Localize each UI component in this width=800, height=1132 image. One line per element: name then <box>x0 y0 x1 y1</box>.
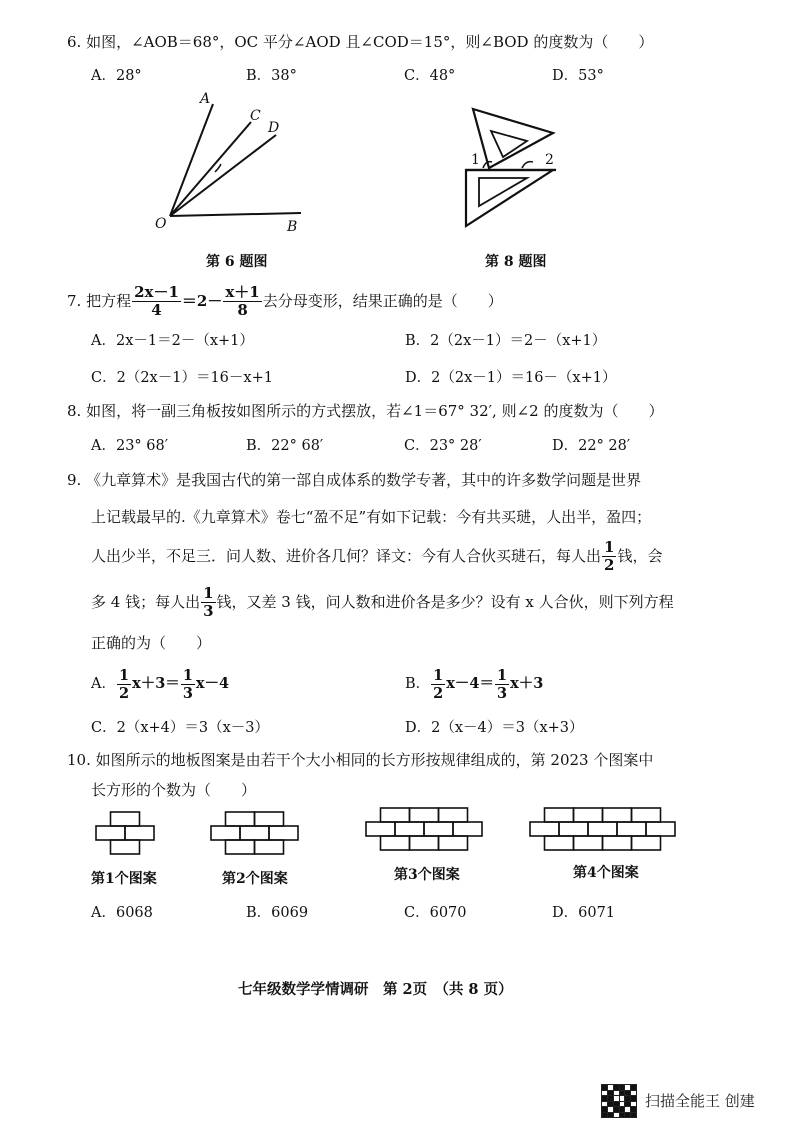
q8-stem: 8. 如图，将一副三角板按如图所示的方式摆放，若∠1＝67° 32′, 则∠2 的度数为（ ） <box>67 402 664 420</box>
brick-rectangle <box>439 808 468 822</box>
q7-option-c: C．2（2x－1）＝16－x+1 <box>91 370 273 386</box>
brick-rectangle <box>125 826 154 840</box>
brick-rectangle <box>424 822 453 836</box>
q9-line-5: 正确的为（ ） <box>91 634 212 652</box>
q7-option-a: A．2x－1＝2－（x+1） <box>91 333 254 349</box>
brick-rectangle <box>96 826 125 840</box>
brick-rectangle <box>603 808 632 822</box>
brick-rectangle <box>226 812 255 826</box>
brick-rectangle <box>574 808 603 822</box>
q6-stem: 6. 如图，∠AOB＝68°，OC 平分∠AOD 且∠COD＝15°，则∠BOD 的度数为（ ） <box>67 33 654 51</box>
brick-rectangle <box>240 826 269 840</box>
q9-line4-denominator: 3 <box>203 601 214 620</box>
q9-option-b-end: x＋3 <box>510 675 544 692</box>
q7-frac2-denominator: 8 <box>237 300 248 319</box>
q6-option-c: C．48° <box>404 68 456 84</box>
q10-option-b: B．6069 <box>246 905 309 921</box>
fig8-label-1: 1 <box>471 152 480 168</box>
brick-rectangle <box>574 836 603 850</box>
brick-rectangle <box>410 808 439 822</box>
q10-option-d: D．6071 <box>552 905 616 921</box>
q7-option-b: B．2（2x－1）＝2－（x+1） <box>405 333 607 349</box>
brick-rectangle <box>211 826 240 840</box>
pattern-1-caption: 第1个图案 <box>91 871 157 887</box>
q9-option-a-third-num: 1 <box>182 666 193 684</box>
q6-option-a: A．28° <box>91 68 142 84</box>
q7-frac1-numerator: 2x－1 <box>134 282 179 301</box>
q9-option-b-half-num: 1 <box>433 666 444 684</box>
q6-option-b: B．38° <box>246 68 297 84</box>
q10-line-2: 长方形的个数为（ ） <box>91 781 257 799</box>
brick-rectangle <box>545 836 574 850</box>
page-footer: 七年级数学学情调研 第 2页 （共 8 页） <box>238 981 513 998</box>
qr-code-icon <box>601 1084 637 1118</box>
figure-6-caption: 第 6 题图 <box>206 254 268 270</box>
q7-middle: ＝2－ <box>181 292 223 310</box>
brick-rectangle <box>395 822 424 836</box>
fig6-label-o: O <box>155 216 167 232</box>
brick-rectangle <box>453 822 482 836</box>
pattern-4-caption: 第4个图案 <box>573 865 639 881</box>
q9-option-c: C．2（x+4）＝3（x－3） <box>91 720 269 736</box>
brick-rectangle <box>632 808 661 822</box>
q9-option-a-label: A． <box>91 676 116 692</box>
q9-option-b-third-num: 1 <box>496 666 508 684</box>
q9-option-a-half-num: 1 <box>118 666 130 684</box>
figure-8-caption: 第 8 题图 <box>485 254 547 270</box>
q7-option-d: D．2（2x－1）＝16－（x+1） <box>405 370 617 386</box>
q9-line3-denominator: 2 <box>604 555 615 574</box>
brick-rectangle <box>632 836 661 850</box>
fig6-label-b: B <box>287 219 298 235</box>
q9-line3-numerator: 1 <box>604 537 615 556</box>
brick-rectangle <box>530 822 559 836</box>
brick-rectangle <box>255 840 284 854</box>
fig6-label-a: A <box>200 91 211 107</box>
brick-rectangle <box>366 822 395 836</box>
q9-line3-tail: 钱，会 <box>617 547 663 565</box>
brick-rectangle <box>588 822 617 836</box>
q8-option-a: A．23° 68′ <box>91 438 169 454</box>
brick-rectangle <box>226 840 255 854</box>
q9-line-2: 上记载最早的.《九章算术》卷七“盈不足”有如下记载：今有共买琎，人出半，盈四； <box>91 508 652 526</box>
q9-line4-tail: 钱，又差 3 钱，问人数和进价各是多少？设有 x 人合伙，则下列方程 <box>216 593 674 611</box>
q10-line-1: 10. 如图所示的地板图案是由若干个大小相同的长方形按规律组成的，第 2023 个图案中 <box>67 751 654 769</box>
q10-option-a: A．6068 <box>91 905 153 921</box>
q9-option-a-end: x－4 <box>195 675 230 692</box>
fig6-label-d: D <box>268 120 280 136</box>
q9-line3-text: 人出少半，不足三．问人数、进价各几何？译文：今有人合伙买琎石，每人出 <box>91 547 602 565</box>
q9-option-a-third-den: 3 <box>182 684 193 702</box>
brick-rectangle <box>559 822 588 836</box>
brick-rectangle <box>381 808 410 822</box>
pattern-2-caption: 第2个图案 <box>222 871 288 887</box>
q10-option-c: C．6070 <box>404 905 467 921</box>
brick-rectangle <box>439 836 468 850</box>
brick-rectangle <box>410 836 439 850</box>
q7-suffix: 去分母变形，结果正确的是（ ） <box>262 292 503 310</box>
q7-frac1-denominator: 4 <box>151 300 162 319</box>
brick-rectangle <box>111 840 140 854</box>
pattern-3-caption: 第3个图案 <box>394 867 460 883</box>
brick-rectangle <box>646 822 675 836</box>
q9-line-1: 9. 《九章算术》是我国古代的第一部自成体系的数学专著，其中的许多数学问题是世界 <box>67 471 642 489</box>
brick-rectangle <box>603 836 632 850</box>
q7-frac2-numerator: x＋1 <box>225 282 260 301</box>
brick-rectangle <box>617 822 646 836</box>
q9-option-a-half-den: 2 <box>118 684 130 702</box>
q9-option-b-label: B． <box>405 676 431 692</box>
q7-prefix: 7. 把方程 <box>67 292 132 310</box>
q9-line4-numerator: 1 <box>203 583 214 602</box>
fig8-label-2: 2 <box>545 152 554 168</box>
q8-option-c: C．23° 28′ <box>404 438 482 454</box>
scanner-watermark: 扫描全能王 创建 <box>645 1092 755 1110</box>
q8-option-b: B．22° 68′ <box>246 438 324 454</box>
q9-option-b-third-den: 3 <box>496 684 508 702</box>
q9-option-d: D．2（x－4）＝3（x+3） <box>405 720 584 736</box>
q9-option-b-mid: x－4＝ <box>446 675 494 692</box>
brick-rectangle <box>269 826 298 840</box>
q9-line4-text: 多 4 钱；每人出 <box>91 593 201 611</box>
brick-rectangle <box>255 812 284 826</box>
q8-option-d: D．22° 28′ <box>552 438 631 454</box>
brick-rectangle <box>545 808 574 822</box>
fig6-label-c: C <box>250 108 261 124</box>
brick-rectangle <box>381 836 410 850</box>
q9-option-a-mid: x＋3＝ <box>132 675 180 692</box>
q6-option-d: D．53° <box>552 68 604 84</box>
q9-option-b-half-den: 2 <box>433 684 444 702</box>
brick-rectangle <box>111 812 140 826</box>
